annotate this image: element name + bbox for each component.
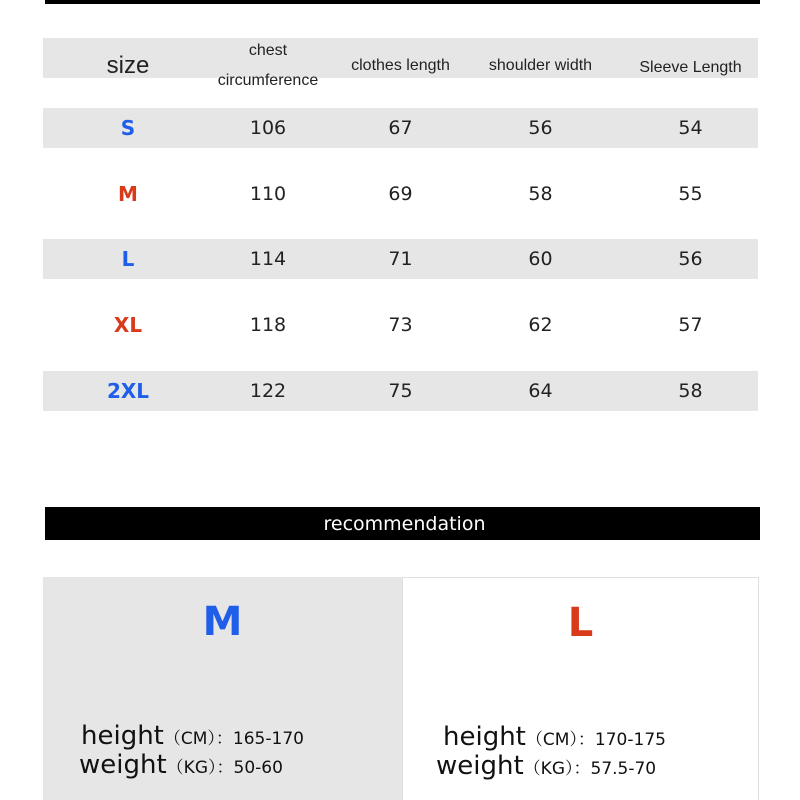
recommended-size: M xyxy=(202,599,243,645)
shoulder-value: 58 xyxy=(528,183,553,205)
header-clothes-length: clothes length xyxy=(351,57,450,74)
shoulder-value: 64 xyxy=(528,380,553,402)
table-row xyxy=(43,239,758,279)
header-chest-circumference xyxy=(213,38,323,94)
weight-word: weight xyxy=(79,750,167,780)
height-line xyxy=(81,721,304,751)
header-shoulder-width: shoulder width xyxy=(488,57,593,74)
shoulder-value: 56 xyxy=(528,117,553,139)
table-row xyxy=(43,305,758,345)
chest-value: 106 xyxy=(249,117,287,139)
shoulder-value: 60 xyxy=(528,248,553,270)
sleeve-value: 54 xyxy=(678,117,703,139)
recommendation-banner xyxy=(45,507,760,540)
height-value: 170-175 xyxy=(594,730,666,750)
recommendation-card-m xyxy=(43,577,402,800)
sleeve-value: 57 xyxy=(678,314,703,336)
table-row xyxy=(43,371,758,411)
height-value: 165-170 xyxy=(232,729,304,749)
height-unit: （CM）： xyxy=(163,729,233,749)
table-row xyxy=(43,108,758,148)
size-label: S xyxy=(120,116,136,140)
weight-unit: （KG）： xyxy=(523,759,591,779)
header-sleeve-length: Sleeve Length xyxy=(639,59,742,76)
chest-value: 122 xyxy=(249,380,287,402)
weight-value: 57.5-70 xyxy=(590,759,657,779)
header-chest-line1: chest xyxy=(248,42,288,59)
chest-value: 114 xyxy=(249,248,287,270)
sleeve-value: 56 xyxy=(678,248,703,270)
length-value: 73 xyxy=(388,314,413,336)
size-label: 2XL xyxy=(106,379,150,403)
height-line xyxy=(443,722,666,752)
size-label: XL xyxy=(113,313,143,337)
length-value: 75 xyxy=(388,380,413,402)
size-label: M xyxy=(118,182,138,206)
length-value: 71 xyxy=(388,248,413,270)
weight-line xyxy=(79,750,283,780)
header-chest-line2: circumference xyxy=(217,72,319,89)
top-divider-bar xyxy=(45,0,760,4)
sleeve-value: 58 xyxy=(678,380,703,402)
chest-value: 118 xyxy=(249,314,287,336)
height-word: height xyxy=(81,721,164,751)
size-label: L xyxy=(121,247,135,271)
table-row xyxy=(43,174,758,214)
recommended-size: L xyxy=(567,600,594,646)
chest-value: 110 xyxy=(249,183,287,205)
height-word: height xyxy=(443,722,526,752)
recommendation-title: recommendation xyxy=(323,512,486,535)
weight-unit: （KG）： xyxy=(166,758,234,778)
header-size: size xyxy=(106,52,150,79)
weight-word: weight xyxy=(436,751,524,781)
sleeve-value: 55 xyxy=(678,183,703,205)
length-value: 67 xyxy=(388,117,413,139)
weight-value: 50-60 xyxy=(233,758,283,778)
table-header-row xyxy=(43,38,758,94)
recommendation-card-l xyxy=(402,577,759,800)
length-value: 69 xyxy=(388,183,413,205)
shoulder-value: 62 xyxy=(528,314,553,336)
height-unit: （CM）： xyxy=(525,730,595,750)
weight-line xyxy=(436,751,656,781)
